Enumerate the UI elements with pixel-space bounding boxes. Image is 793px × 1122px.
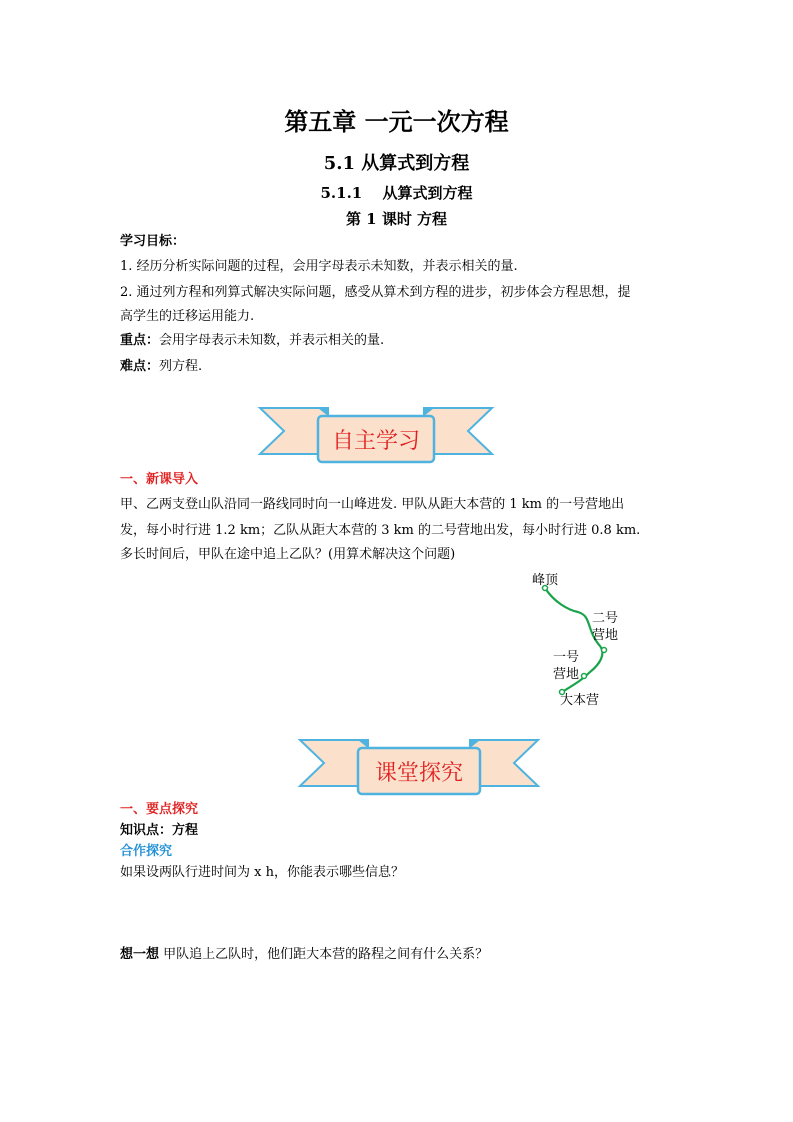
coop-question: 如果设两队行进时间为 x h，你能表示哪些信息？ (120, 865, 404, 880)
camp2-marker (602, 648, 607, 653)
intro-line-3: 多长时间后，甲队在途中追上乙队？(用算术解决这个问题) (120, 547, 456, 562)
chapter-title: 第五章 一元一次方程 (284, 107, 509, 136)
difficulty-text: 列方程. (159, 359, 203, 374)
intro-line-2: 发，每小时行进 1.2 km；乙队从距大本营的 3 km 的二号营地出发，每小时行进 0.8 km. (120, 523, 641, 538)
key-text: 会用字母表示未知数，并表示相关的量. (159, 333, 385, 348)
key-label: 重点： (120, 333, 160, 348)
coop-heading: 合作探究 (120, 844, 173, 859)
subsection-number: 5.1.1 (320, 184, 363, 202)
subsection-name: 从算式到方程 (382, 184, 473, 202)
map-label-camp2-line2: 营地 (592, 628, 619, 643)
think-text: 甲队追上乙队时，他们距大本营的路程之间有什么关系？ (159, 947, 489, 962)
objective-2-line2: 高学生的迁移运用能力. (120, 309, 255, 324)
explore-heading: 一、要点探究 (120, 802, 199, 817)
objectives-heading: 学习目标： (120, 234, 186, 249)
intro-heading: 一、新课导入 (120, 472, 199, 487)
knowledge-point: 知识点：方程 (120, 823, 199, 838)
banner-self-study (256, 402, 496, 468)
objective-1: 1. 经历分析实际问题的过程，会用字母表示未知数，并表示相关的量. (120, 259, 518, 274)
banner-class-explore (296, 734, 542, 800)
key-point (120, 332, 384, 350)
map-label-camp1-line2: 营地 (553, 667, 580, 682)
difficulty-point (120, 358, 202, 376)
intro-line-1: 甲、乙两支登山队沿同一路线同时向一山峰进发. 甲队从距大本营的 1 km 的一号营地出 (120, 497, 625, 512)
map-label-base: 大本营 (560, 693, 600, 708)
objective-2-line1: 2. 通过列方程和列算式解决实际问题，感受从算术到方程的进步，初步体会方程思想，提 (120, 285, 631, 300)
map-label-peak: 峰顶 (532, 573, 559, 588)
banner-self-study-text: 自主学习 (331, 429, 421, 454)
camp1-marker (582, 674, 587, 679)
map-label-camp1-line1: 一号 (553, 650, 580, 665)
map-label-camp2-line1: 二号 (592, 611, 619, 626)
banner-class-explore-text: 课堂探究 (374, 761, 464, 786)
difficulty-label: 难点： (120, 359, 160, 374)
think-prompt (120, 946, 488, 964)
route-map (520, 566, 640, 710)
subsection-title (0, 182, 793, 203)
section-title: 5.1 从算式到方程 (323, 153, 470, 174)
think-label: 想一想 (120, 947, 160, 962)
lesson-title: 第 1 课时 方程 (345, 210, 448, 228)
